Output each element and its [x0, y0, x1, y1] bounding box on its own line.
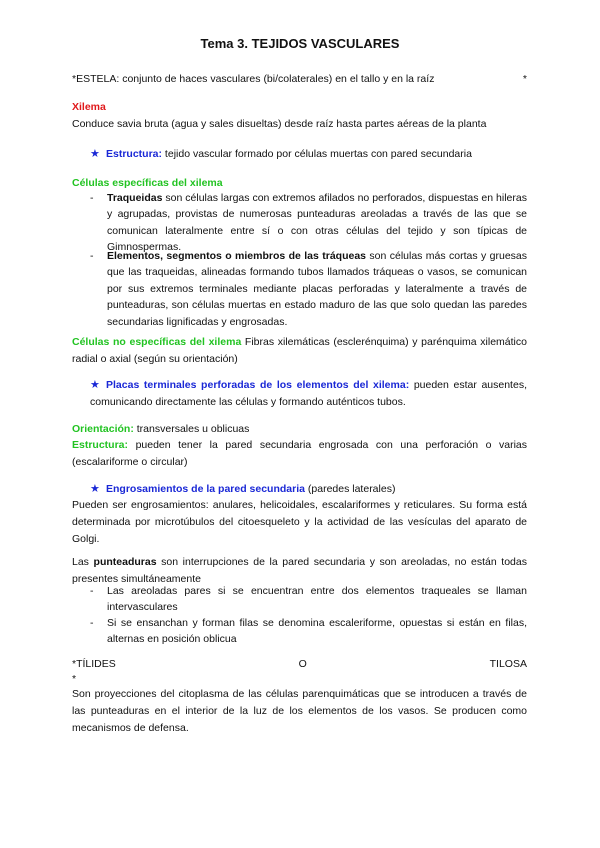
- list-item-areoladas: Las areoladas pares si se encuentran entre dos elementos traqueales se llaman intervasculares: [107, 585, 527, 614]
- placas-label: Placas terminales perforadas de los elementos del xilema:: [106, 379, 410, 391]
- star-icon: ★: [90, 148, 100, 160]
- especificas-heading: Células específicas del xilema: [72, 177, 223, 189]
- punteaduras-prefix: Las: [72, 556, 94, 568]
- no-especificas-heading: Células no específicas del xilema: [72, 336, 242, 348]
- punteaduras-term: punteaduras: [93, 556, 157, 568]
- page-title: Tema 3. TEJIDOS VASCULARES: [200, 36, 400, 51]
- xilema-description: Conduce savia bruta (agua y sales disueltas) desde raíz hasta partes aéreas de la planta: [72, 118, 487, 130]
- no-especificas-paragraph: [72, 334, 527, 368]
- orientacion-label: Orientación:: [72, 423, 134, 435]
- estructura2-label: Estructura:: [72, 439, 129, 451]
- estructura-text: tejido vascular formado por células muertas con pared secundaria: [162, 148, 472, 160]
- tilides-asterisk: *: [72, 673, 77, 685]
- orientacion-text: transversales u oblicuas: [133, 423, 250, 435]
- elementos-text: son células más cortas y gruesas que las traqueidas, alineadas formando tubos llamados tráqueas o vasos, se comunican por sus extremos terminales mediante placas perforadas y lateralmente a través de punteaduras, son células muertas en estado maduro de las que solo quedan las paredes secundarias lignificadas y engrosadas.: [107, 250, 528, 328]
- placas-item: [90, 377, 527, 411]
- star-icon: ★: [90, 379, 100, 391]
- star-icon: ★: [90, 483, 100, 495]
- tilosa-word: TILOSA: [489, 658, 527, 670]
- estructura-item: [90, 146, 530, 163]
- orientacion-line: [72, 421, 527, 438]
- punteaduras-text: son interrupciones de la pared secundaria y son areoladas, no están todas presentes simultáneamente: [72, 556, 527, 585]
- engrosamientos-suffix: (paredes laterales): [304, 483, 396, 495]
- dash-icon: -: [90, 250, 94, 262]
- engrosamientos-item: [90, 481, 530, 498]
- estela-line: [72, 71, 527, 88]
- tilides-connector: O: [298, 658, 307, 670]
- placas-text: pueden estar ausentes, comunicando directamente las células y formando auténticos tubos.: [90, 379, 527, 408]
- estructura-label: Estructura:: [106, 148, 163, 160]
- list-item-elementos: [107, 248, 527, 330]
- engrosamientos-paragraph: Pueden ser engrosamientos: anulares, helicoidales, escalariformes y reticulares. Su forma está determinada por microtúbulos del citoesqueleto y la actividad de las vesículas del aparato de Golgi.: [72, 499, 527, 545]
- estructura2-text: pueden tener la pared secundaria engrosada con una perforación o varias (escalariforme o circular): [72, 439, 527, 468]
- tilides-paragraph: Son proyecciones del citoplasma de las células parenquimáticas que se introducen a través de las punteaduras en el interior de la luz de los elementos de los vasos. Se producen como mecanismos de defensa.: [72, 688, 527, 734]
- estructura2-paragraph: [72, 437, 527, 471]
- term-traqueidas: Traqueidas: [107, 192, 163, 204]
- dash-icon: -: [90, 192, 94, 204]
- xilema-heading: Xilema: [72, 101, 106, 113]
- list-item-traqueidas: [107, 190, 527, 256]
- engrosamientos-label: Engrosamientos de la pared secundaria: [106, 483, 305, 495]
- dash-icon: -: [90, 585, 94, 597]
- term-elementos: Elementos, segmentos o miembros de las tráqueas: [107, 250, 367, 262]
- dash-icon: -: [90, 617, 94, 629]
- no-especificas-text: Fibras xilemáticas (esclerénquima) y parénquima xilemático radial o axial (según su orientación): [72, 336, 527, 365]
- estela-text: *ESTELA: conjunto de haces vasculares (bi/colaterales) en el tallo y en la raíz: [72, 73, 435, 85]
- list-item-escaleriforme: Si se ensanchan y forman filas se denomina escaleriforme, opuestas si están en filas, alternas en posición oblicua: [107, 617, 527, 646]
- estela-asterisk: *: [522, 73, 527, 85]
- tilides-word: *TÍLIDES: [72, 658, 116, 670]
- traqueidas-text: son células largas con extremos afilados no perforados, dispuestas en hileras y agrupadas, provistas de numerosas punteaduras areoladas a través de las que se comunican lateralmente entre sí o con otras células del tejido y son típicas de Gimnospermas.: [107, 192, 527, 254]
